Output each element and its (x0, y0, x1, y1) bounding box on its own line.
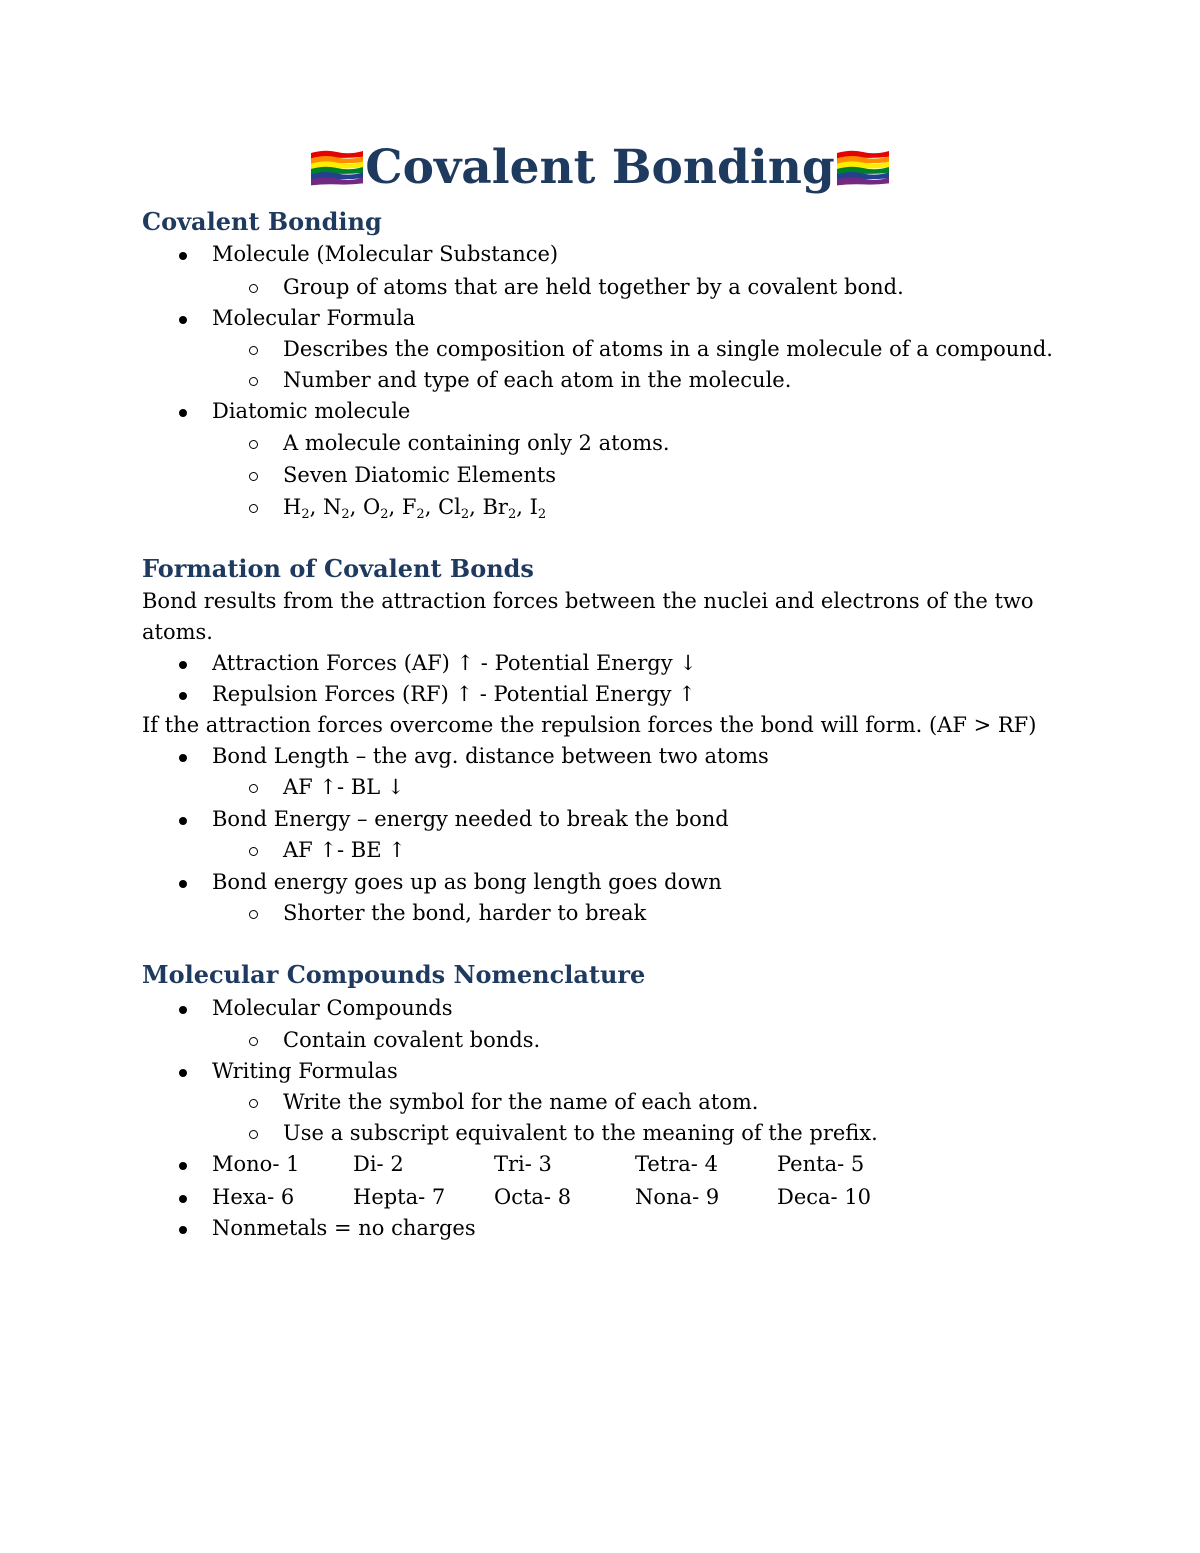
element-subscript: 2 (380, 507, 389, 522)
list-item (283, 772, 404, 803)
sub-bullet-icon (249, 910, 258, 919)
sub-bullet-icon (249, 377, 258, 386)
list-item-text: Molecular Compounds (212, 996, 453, 1020)
list-item-text: Number and type of each atom in the molecule. (283, 368, 792, 392)
element-symbol: F (401, 495, 417, 519)
bullet-icon (179, 692, 187, 700)
prefix-cell: Hepta- 7 (353, 1185, 446, 1209)
sub-bullet-icon (249, 1099, 258, 1108)
bullet-icon (179, 1069, 187, 1077)
list-item (283, 428, 670, 459)
rainbow-flag-icon (835, 147, 891, 187)
list-item (212, 303, 415, 334)
prefix-cell: Mono- 1 (212, 1152, 300, 1176)
list-item-text: Group of atoms that are held together by a covalent bond. (283, 275, 904, 299)
prefix-cell: Tetra- 4 (635, 1152, 718, 1176)
page-title (0, 138, 1200, 198)
prefix-cell: Octa- 8 (494, 1185, 572, 1209)
bullet-icon (179, 1195, 187, 1203)
prefix-row (212, 1149, 912, 1180)
list-item-text: Bond Energy – energy needed to break the bond (212, 807, 729, 831)
prefix-cell: Tri- 3 (494, 1152, 552, 1176)
bullet-icon (179, 409, 187, 417)
bullet-icon (179, 252, 187, 260)
list-item (283, 1025, 540, 1056)
element-subscript: 2 (537, 507, 547, 522)
list-item (212, 804, 729, 835)
list-item-text: Molecule (Molecular Substance) (212, 242, 559, 266)
list-item-text: A molecule containing only 2 atoms. (283, 431, 670, 455)
list-item (283, 272, 904, 303)
list-item (212, 648, 697, 679)
list-item-text: AF ↑- BE ↑ (283, 838, 406, 862)
prefix-cell: Nona- 9 (635, 1185, 720, 1209)
bullet-icon (179, 754, 187, 762)
prefix-row (212, 1182, 912, 1213)
prefix-cell: Deca- 10 (777, 1185, 872, 1209)
list-item-text: Write the symbol for the name of each atom. (283, 1090, 759, 1114)
sub-bullet-icon (249, 346, 258, 355)
list-item-text: Describes the composition of atoms in a single molecule of a compound. (283, 337, 1053, 361)
bullet-icon (179, 1162, 187, 1170)
bullet-icon (179, 817, 187, 825)
bullet-icon (179, 316, 187, 324)
element-symbol: I (529, 495, 538, 519)
sub-bullet-icon (249, 1037, 258, 1046)
list-item-text: Diatomic molecule (212, 399, 411, 423)
prefix-cell: Penta- 5 (777, 1152, 865, 1176)
bullet-icon (179, 1006, 187, 1014)
section-heading-formation: Formation of Covalent Bonds (142, 554, 534, 583)
sub-bullet-icon (249, 504, 258, 513)
list-item (212, 679, 696, 710)
list-item-text: Repulsion Forces (RF) ↑ - Potential Energy ↑ (212, 682, 696, 706)
list-item (212, 1213, 476, 1244)
page-title-text: Covalent Bonding (365, 140, 835, 195)
list-item-text: Contain covalent bonds. (283, 1028, 541, 1052)
list-item (283, 365, 791, 396)
element-subscript: 2 (460, 507, 470, 522)
bullet-icon (179, 661, 187, 669)
list-item-text: Nonmetals = no charges (212, 1216, 476, 1240)
element-subscript: 2 (341, 507, 350, 522)
list-item (212, 396, 410, 427)
list-item-text: Bond energy goes up as bong length goes down (212, 870, 722, 894)
bullet-icon (179, 880, 187, 888)
paragraph-line: atoms. (142, 620, 213, 644)
diatomic-elements-formula: $H_2$, $N_2$, $O_2$, $F_2$, $Cl_2$, $Br_2$, $I_2$ (283, 495, 547, 522)
list-item (283, 1087, 758, 1118)
element-symbol: H (283, 495, 302, 519)
list-item (212, 1056, 398, 1087)
prefix-cell: Di- 2 (353, 1152, 404, 1176)
sub-bullet-icon (249, 440, 258, 449)
sub-bullet-icon (249, 784, 258, 793)
list-item (212, 239, 558, 270)
list-item (283, 1118, 878, 1149)
section-heading-nomenclature: Molecular Compounds Nomenclature (142, 960, 646, 989)
element-symbol: O (362, 495, 381, 519)
sub-bullet-icon (249, 1130, 258, 1139)
element-subscript: 2 (301, 507, 310, 522)
sub-bullet-icon (249, 472, 258, 481)
element-subscript: 2 (416, 507, 425, 522)
element-symbol: Cl (438, 495, 461, 519)
list-item (283, 460, 556, 491)
prefix-cell: Hexa- 6 (212, 1185, 295, 1209)
list-item (283, 898, 646, 929)
list-item-text: Bond Length – the avg. distance between two atoms (212, 744, 769, 768)
list-item-text: AF ↑- BL ↓ (283, 775, 405, 799)
list-item-text: Shorter the bond, harder to break (283, 901, 647, 925)
list-item (283, 334, 1053, 365)
bullet-icon (179, 1226, 187, 1234)
list-item-text: Writing Formulas (212, 1059, 398, 1083)
paragraph-line: If the attraction forces overcome the repulsion forces the bond will form. (AF > RF) (142, 713, 1037, 737)
list-item (212, 867, 722, 898)
sub-bullet-icon (249, 847, 258, 856)
rainbow-flag-icon (309, 147, 365, 187)
paragraph-line: Bond results from the attraction forces between the nuclei and electrons of the two (142, 589, 1034, 613)
list-item-diatomic-elements (283, 492, 546, 523)
list-item-text: Attraction Forces (AF) ↑ - Potential Energy ↓ (212, 651, 697, 675)
list-item-text: Seven Diatomic Elements (283, 463, 557, 487)
sub-bullet-icon (249, 284, 258, 293)
section-heading-covalent-bonding: Covalent Bonding (142, 207, 382, 236)
list-item (283, 835, 406, 866)
element-symbol: N (322, 495, 342, 519)
list-item-text: Molecular Formula (212, 306, 416, 330)
element-subscript: 2 (507, 507, 517, 522)
list-item (212, 741, 769, 772)
element-symbol: Br (482, 495, 508, 519)
list-item-text: Use a subscript equivalent to the meaning of the prefix. (283, 1121, 878, 1145)
list-item (212, 993, 453, 1024)
